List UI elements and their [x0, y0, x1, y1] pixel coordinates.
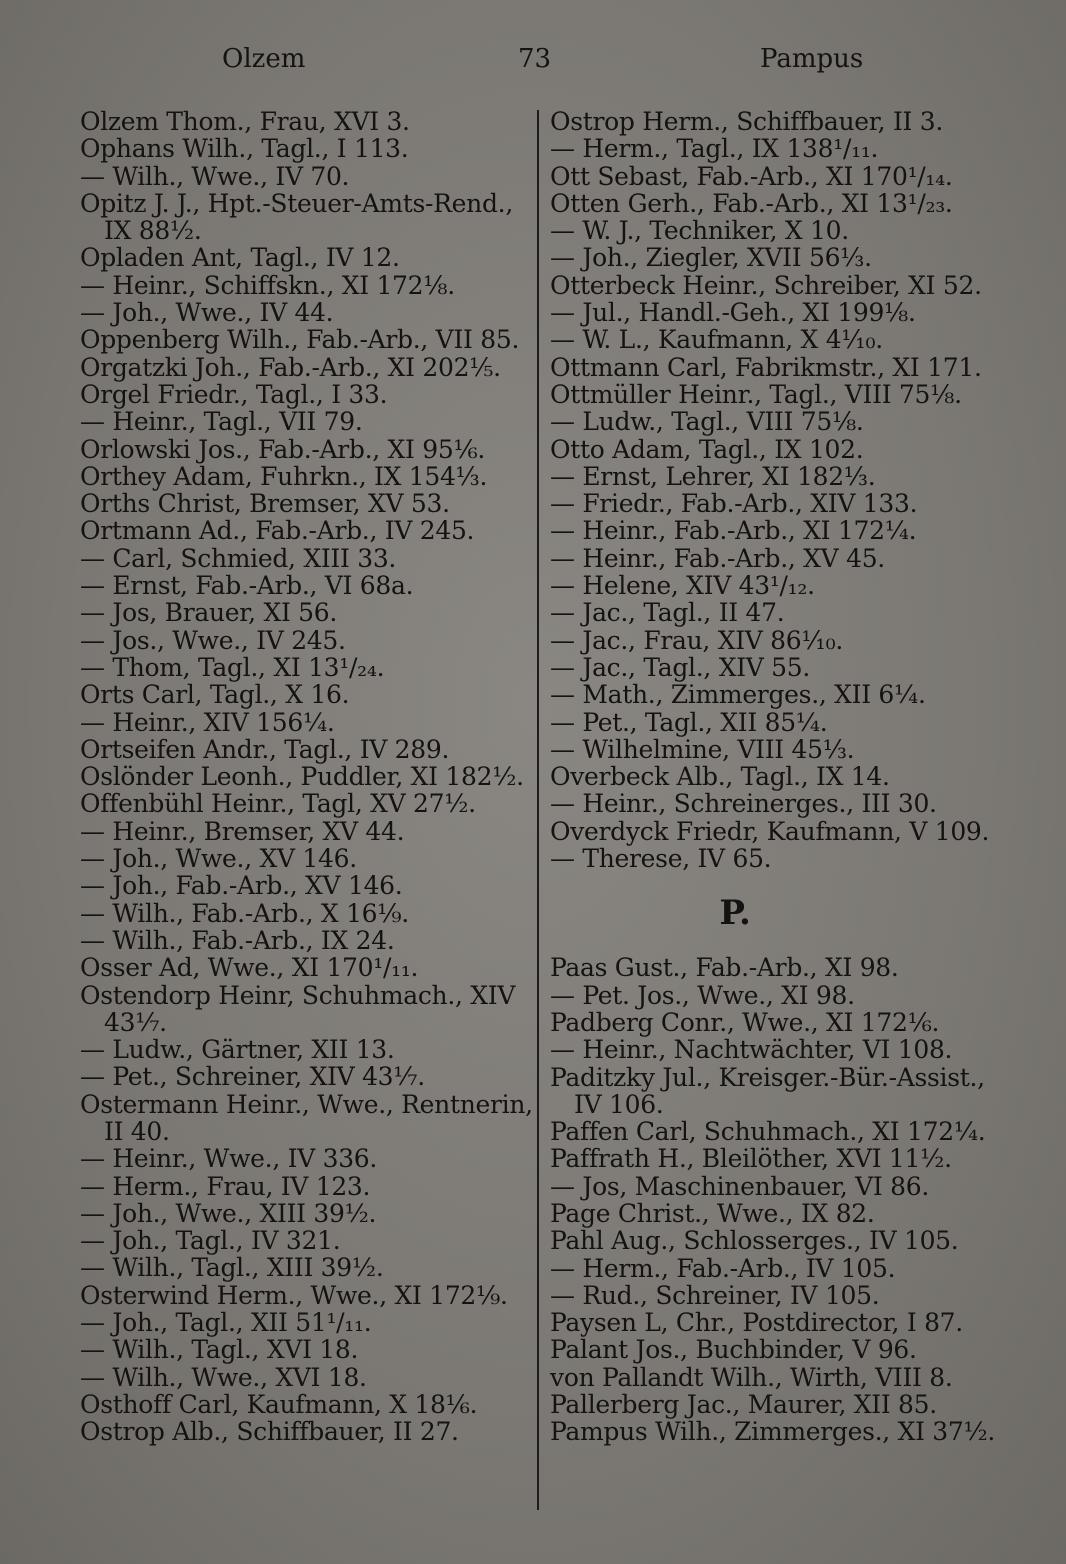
- directory-entry: Otto Adam, Tagl., IX 102.: [550, 434, 864, 464]
- page-number: 73: [518, 44, 552, 74]
- directory-entry: Orgatzki Joh., Fab.-Arb., XI 202⅕.: [80, 352, 501, 382]
- directory-entry: — Carl, Schmied, XIII 33.: [80, 543, 397, 573]
- directory-entry: Ottmann Carl, Fabrikmstr., XI 171.: [550, 352, 982, 382]
- directory-entry: — Wilh., Wwe., IV 70.: [80, 161, 350, 191]
- directory-entry: — Heinr., Fab.-Arb., XI 172¼.: [550, 516, 917, 546]
- directory-entry: — Joh., Ziegler, XVII 56⅓.: [550, 243, 872, 273]
- left-column: [80, 107, 533, 1447]
- directory-entry: — Thom, Tagl., XI 13¹/₂₄.: [80, 652, 385, 682]
- directory-entry: Paffrath H., Bleilöther, XVI 11½.: [550, 1144, 952, 1174]
- directory-entry: Pampus Wilh., Zimmerges., XI 37½.: [550, 1417, 996, 1447]
- directory-entry: — Pet., Schreiner, XIV 43⅐.: [80, 1062, 425, 1092]
- directory-entry: von Pallandt Wilh., Wirth, VIII 8.: [550, 1362, 953, 1392]
- directory-entry: Overdyck Friedr, Kaufmann, V 109.: [550, 816, 990, 846]
- directory-entry: — Heinr., Schreinerges., III 30.: [550, 789, 937, 819]
- directory-entry: Osser Ad, Wwe., XI 170¹/₁₁.: [80, 953, 419, 983]
- directory-entry-continuation: IX 88½.: [104, 216, 202, 246]
- directory-entry: Osterwind Herm., Wwe., XI 172⅑.: [80, 1280, 508, 1310]
- directory-entry: — Heinr., Tagl., VII 79.: [80, 407, 363, 437]
- directory-entry: — Math., Zimmerges., XII 6¼.: [550, 680, 926, 710]
- directory-entry: — Wilh., Wwe., XVI 18.: [80, 1362, 367, 1392]
- directory-entry: Opladen Ant, Tagl., IV 12.: [80, 243, 400, 273]
- directory-entry: Ophans Wilh., Tagl., I 113.: [80, 134, 409, 164]
- directory-entry: Ottmüller Heinr., Tagl., VIII 75⅛.: [550, 379, 962, 409]
- directory-entry: — Ernst, Fab.-Arb., VI 68a.: [80, 571, 414, 601]
- directory-entry: — Jac., Frau, XIV 86⅒.: [550, 625, 843, 655]
- directory-entry: — Joh., Tagl., XII 51¹/₁₁.: [80, 1308, 372, 1338]
- directory-entry: — Joh., Fab.-Arb., XV 146.: [80, 871, 403, 901]
- directory-entry: Osthoff Carl, Kaufmann, X 18⅙.: [80, 1389, 478, 1419]
- directory-entry: — Jul., Handl.-Geh., XI 199⅛.: [550, 298, 916, 328]
- directory-entry: Paffen Carl, Schuhmach., XI 172¼.: [550, 1117, 986, 1147]
- directory-entry: — Jac., Tagl., II 47.: [550, 598, 785, 628]
- section-letter-p: P.: [719, 893, 751, 934]
- directory-entry: — Heinr., Nachtwächter, VI 108.: [550, 1035, 953, 1065]
- directory-entry: Orthey Adam, Fuhrkn., IX 154⅓.: [80, 461, 488, 491]
- directory-entry: Ostrop Alb., Schiffbauer, II 27.: [80, 1417, 459, 1447]
- directory-entry: — Wilh., Fab.-Arb., IX 24.: [80, 925, 395, 955]
- directory-entry: — Herm., Frau, IV 123.: [80, 1171, 371, 1201]
- directory-entry: Pahl Aug., Schlosserges., IV 105.: [550, 1226, 959, 1256]
- directory-entry: — Rud., Schreiner, IV 105.: [550, 1280, 880, 1310]
- directory-entry: Ortseifen Andr., Tagl., IV 289.: [80, 734, 450, 764]
- header-last-name: Pampus: [760, 44, 864, 74]
- directory-entry: — Jos, Maschinenbauer, VI 86.: [550, 1171, 930, 1201]
- directory-entry: Oslönder Leonh., Puddler, XI 182½.: [80, 762, 524, 792]
- directory-entry: — Jac., Tagl., XIV 55.: [550, 652, 811, 682]
- directory-entry: — Jos, Brauer, XI 56.: [80, 598, 338, 628]
- column-divider: [537, 110, 539, 1510]
- directory-entry: — Herm., Tagl., IX 138¹/₁₁.: [550, 134, 879, 164]
- directory-entry: — W. L., Kaufmann, X 4⅒.: [550, 325, 883, 355]
- directory-entry: Page Christ., Wwe., IX 82.: [550, 1198, 875, 1228]
- directory-entry: Oppenberg Wilh., Fab.-Arb., VII 85.: [80, 325, 520, 355]
- directory-entry: Orts Carl, Tagl., X 16.: [80, 680, 350, 710]
- directory-entry: Orths Christ, Bremser, XV 53.: [80, 489, 450, 519]
- directory-entry: Ostermann Heinr., Wwe., Rentnerin,: [80, 1089, 533, 1119]
- right-column: [550, 108, 1010, 1446]
- directory-entry: Paas Gust., Fab.-Arb., XI 98.: [550, 953, 899, 983]
- directory-entry: Padberg Conr., Wwe., XI 172⅙.: [550, 1007, 940, 1037]
- directory-entry: — Joh., Wwe., IV 44.: [80, 298, 334, 328]
- directory-entry: Olzem Thom., Frau, XVI 3.: [80, 107, 410, 136]
- page-header: [0, 44, 1066, 84]
- directory-entry: — Joh., Wwe., XIII 39½.: [80, 1198, 377, 1228]
- directory-entry-continuation: II 40.: [104, 1116, 170, 1146]
- right-column-p-entries: [550, 954, 1010, 1445]
- directory-entry-continuation: 43⅐.: [104, 1007, 167, 1037]
- directory-entry: Pallerberg Jac., Maurer, XII 85.: [550, 1390, 937, 1420]
- directory-entry: — Ludw., Gärtner, XII 13.: [80, 1035, 395, 1065]
- directory-entry: Orlowski Jos., Fab.-Arb., XI 95⅙.: [80, 434, 486, 464]
- directory-entry: — Heinr., Bremser, XV 44.: [80, 816, 405, 846]
- directory-entry: Paditzky Jul., Kreisger.-Bür.-Assist.,: [550, 1062, 985, 1092]
- right-column-o-entries: [550, 108, 1010, 872]
- directory-entry: Opitz J. J., Hpt.-Steuer-Amts-Rend.,: [80, 188, 513, 218]
- directory-entry: — Wilh., Tagl., XVI 18.: [80, 1335, 359, 1365]
- directory-entry: — Helene, XIV 43¹/₁₂.: [550, 571, 815, 601]
- directory-entry: — Ernst, Lehrer, XI 182⅓.: [550, 461, 876, 491]
- directory-entry: — Heinr., Schiffskn., XI 172⅛.: [80, 270, 455, 300]
- directory-entry: — Herm., Fab.-Arb., IV 105.: [550, 1253, 896, 1283]
- directory-entry: — Jos., Wwe., IV 245.: [80, 625, 346, 655]
- directory-entry: — Pet. Jos., Wwe., XI 98.: [550, 980, 855, 1010]
- directory-entry: Ostendorp Heinr, Schuhmach., XIV: [80, 980, 516, 1010]
- directory-entry: Otten Gerh., Fab.-Arb., XI 13¹/₂₃.: [550, 188, 953, 218]
- directory-entry: — Wilh., Fab.-Arb., X 16⅑.: [80, 898, 409, 928]
- directory-entry: Ott Sebast, Fab.-Arb., XI 170¹/₁₄.: [550, 161, 953, 191]
- directory-entry: Paysen L, Chr., Postdirector, I 87.: [550, 1308, 963, 1338]
- directory-entry: — Heinr., Fab.-Arb., XV 45.: [550, 543, 885, 573]
- directory-entry: Palant Jos., Buchbinder, V 96.: [550, 1335, 917, 1365]
- directory-entry: — W. J., Techniker, X 10.: [550, 216, 849, 246]
- directory-entry: — Heinr., Wwe., IV 336.: [80, 1144, 378, 1174]
- directory-entry: — Pet., Tagl., XII 85¼.: [550, 707, 828, 737]
- directory-entry: Ostrop Herm., Schiffbauer, II 3.: [550, 107, 944, 136]
- directory-entry: — Wilhelmine, VIII 45⅓.: [550, 734, 855, 764]
- directory-entry: — Friedr., Fab.-Arb., XIV 133.: [550, 489, 918, 519]
- directory-entry: — Wilh., Tagl., XIII 39½.: [80, 1253, 384, 1283]
- directory-entry: — Heinr., XIV 156¼.: [80, 707, 335, 737]
- directory-entry: Ortmann Ad., Fab.-Arb., IV 245.: [80, 516, 475, 546]
- directory-entry: Overbeck Alb., Tagl., IX 14.: [550, 762, 890, 792]
- header-first-name: Olzem: [222, 44, 306, 74]
- directory-entry: — Therese, IV 65.: [550, 844, 772, 874]
- directory-entry: — Ludw., Tagl., VIII 75⅛.: [550, 407, 864, 437]
- directory-entry: Orgel Friedr., Tagl., I 33.: [80, 379, 388, 409]
- directory-entry: — Joh., Wwe., XV 146.: [80, 844, 357, 874]
- directory-entry: Offenbühl Heinr., Tagl, XV 27½.: [80, 789, 476, 819]
- directory-entry: — Joh., Tagl., IV 321.: [80, 1226, 341, 1256]
- directory-entry-continuation: IV 106.: [574, 1089, 664, 1119]
- directory-entry: Otterbeck Heinr., Schreiber, XI 52.: [550, 270, 982, 300]
